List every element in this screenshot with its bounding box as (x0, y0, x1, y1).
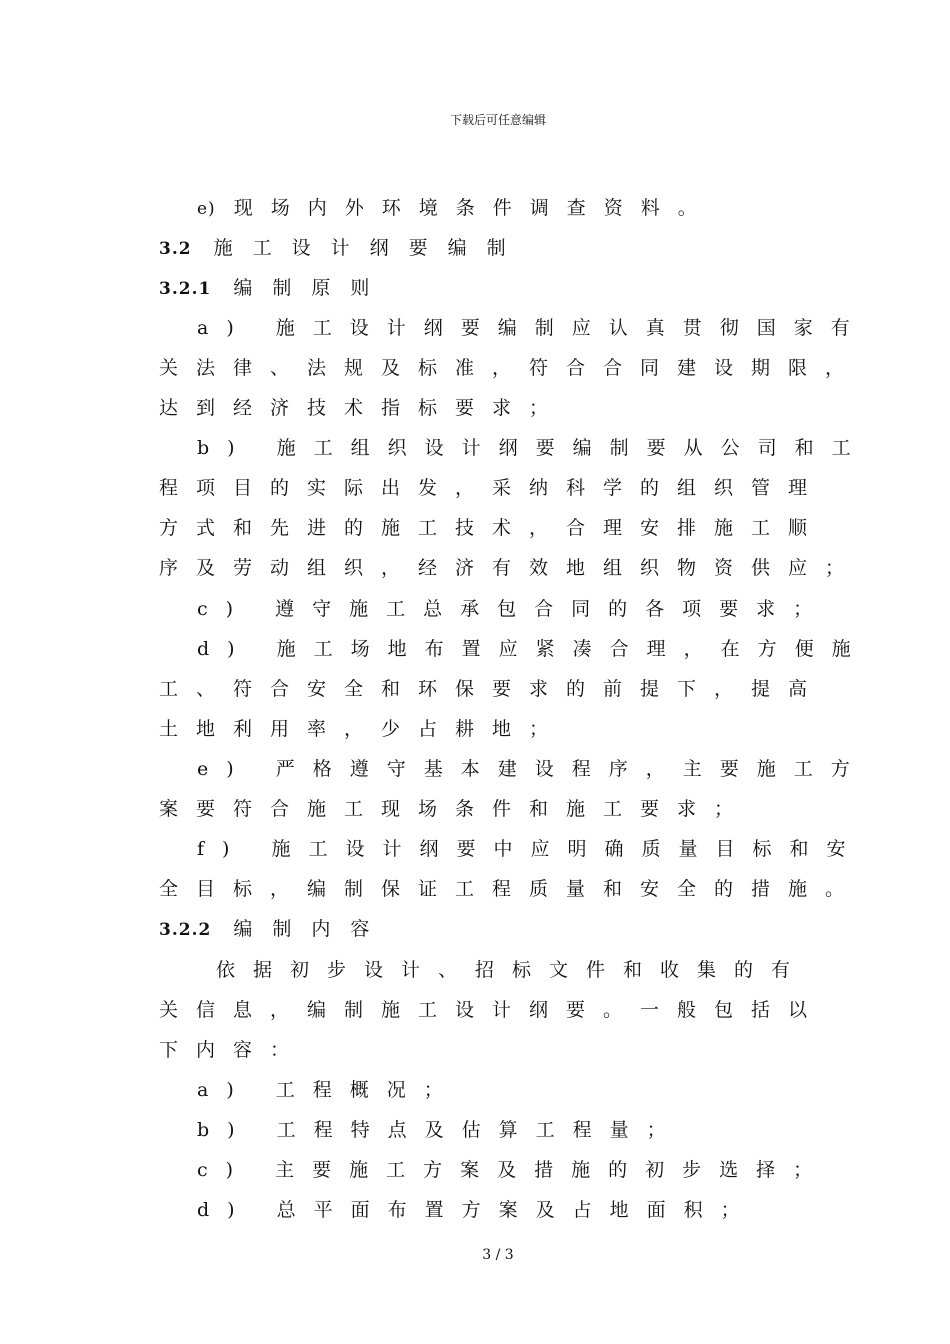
text-line: 达到经济技术指标要求； (159, 397, 567, 419)
text-line: 序及劳动组织，经济有效地组织物资供应； (159, 557, 863, 579)
section-number: 3.2.1 (159, 279, 212, 299)
line-text: 现场内外环境条件调查资料。 (233, 197, 715, 219)
text-line: d) 总平面布置方案及占地面积； (197, 1199, 758, 1221)
section-title: 编制内容 (233, 918, 390, 940)
text-line: 程项目的实际出发，采纳科学的组织管理 (159, 477, 826, 499)
text-line: e) 严格遵守基本建设程序，主要施工方 (197, 758, 868, 780)
section-title: 施工设计纲要编制 (213, 237, 526, 259)
text-line: 全目标，编制保证工程质量和安全的措施。 (159, 878, 863, 900)
text-line: d) 施工场地布置应紧凑合理，在方便施 (197, 638, 869, 660)
text-line: 关法律、法规及标准，符合合同建设期限， (159, 357, 863, 379)
section-heading (159, 236, 526, 261)
text-line: 关信息，编制施工设计纲要。一般包括以 (159, 999, 826, 1021)
text-line: c) 主要施工方案及措施的初步选择； (197, 1159, 831, 1181)
text-line: a) 施工设计纲要编制应认真贯彻国家有 (197, 317, 868, 339)
text-line: b) 工程特点及估算工程量； (197, 1119, 684, 1141)
page-number: 3 / 3 (482, 1247, 514, 1263)
text-line: 下内容： (159, 1039, 308, 1061)
text-line: e) 现场内外环境条件调查资料。 (197, 197, 715, 219)
text-line: 依据初步设计、招标文件和收集的有 (216, 959, 809, 981)
section-title: 编制原则 (233, 277, 390, 299)
text-line: b) 施工组织设计纲要编制要从公司和工 (197, 437, 869, 459)
text-line: a) 工程概况； (197, 1079, 461, 1101)
text-line: f) 施工设计纲要中应明确质量目标和安 (197, 838, 864, 860)
text-line: 方式和先进的施工技术，合理安排施工顺 (159, 517, 826, 539)
text-line: 工、符合安全和环保要求的前提下，提高 (159, 678, 826, 700)
page-header: 下载后可任意编辑 (449, 113, 546, 127)
text-line: c) 遵守施工总承包合同的各项要求； (197, 598, 831, 620)
section-number: 3.2 (159, 239, 192, 259)
section-heading (159, 917, 389, 942)
section-heading (159, 276, 389, 301)
text-line: 土地利用率，少占耕地； (159, 718, 567, 740)
text-line: 案要符合施工现场条件和施工要求； (159, 798, 752, 820)
section-number: 3.2.2 (159, 920, 212, 940)
